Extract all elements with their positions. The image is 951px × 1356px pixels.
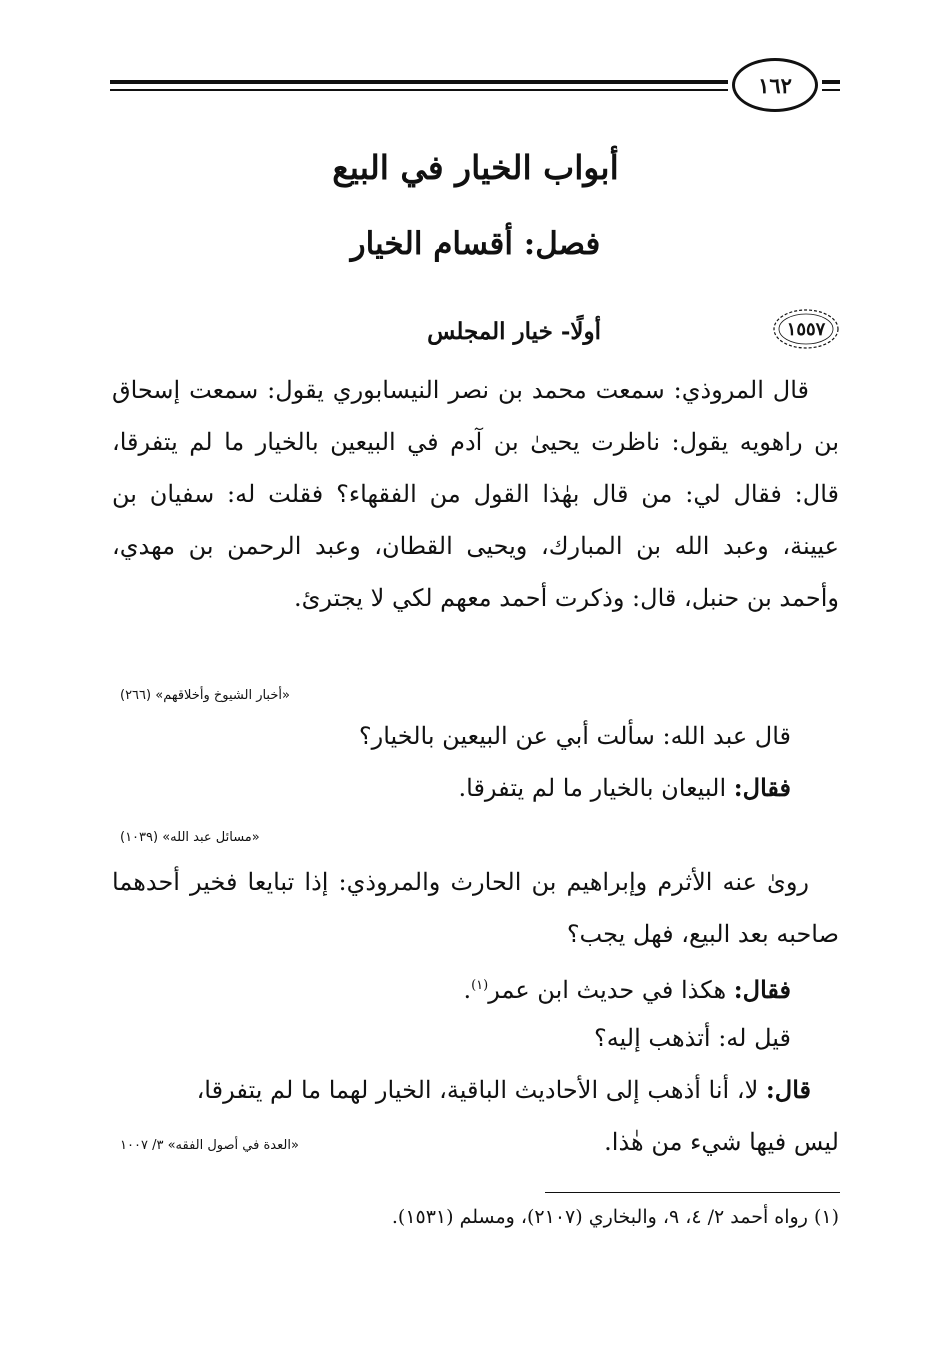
header-rule bbox=[110, 89, 728, 91]
speaker-label: فقال: bbox=[733, 975, 791, 1004]
chapter-title: أبواب الخيار في البيع bbox=[332, 148, 619, 187]
source-citation: «مسائل عبد الله» (١٠٣٩) bbox=[120, 830, 260, 845]
footnote-marker: (١) bbox=[813, 1206, 839, 1228]
answer-text: البيعان بالخيار ما لم يتفرقا. bbox=[458, 774, 734, 802]
paragraph-text: رویٰ عنه الأثرم وإبراهيم بن الحارث والمروذي: إذا تبايعا فخير أحدهما صاحبه بعد البيع، فهل يجب؟ bbox=[112, 868, 839, 948]
speaker-label: فقال: bbox=[733, 773, 791, 802]
paragraph-text: قيل له: أتذهب إليه؟ bbox=[593, 1024, 791, 1052]
footnote-divider bbox=[545, 1192, 840, 1193]
header-rule bbox=[822, 80, 840, 84]
footnote bbox=[392, 1206, 839, 1228]
paragraph-text: ليس فيها شيء من هٰذا. bbox=[604, 1128, 839, 1156]
source-citation: «العدة في أصول الفقه» ٣/ ١٠٠٧ bbox=[120, 1138, 299, 1153]
footnote-ref[interactable]: (١) bbox=[471, 978, 489, 993]
subsection-title: أولًا- خيار المجلس bbox=[427, 318, 601, 345]
paragraph-text: قال عبد الله: سألت أبي عن البيعين بالخيار؟ bbox=[358, 722, 791, 750]
punctuation: . bbox=[463, 976, 472, 1004]
header-rule bbox=[822, 89, 840, 91]
section-title: فصل: أقسام الخيار bbox=[350, 226, 601, 262]
answer-text: لا، أنا أذهب إلى الأحاديث الباقية، الخيار لهما ما لم يتفرقا، bbox=[196, 1076, 766, 1104]
footnote-text: رواه أحمد ٢/ ٤، ٩، والبخاري (٢١٠٧)، ومسلم (١٥٣١). bbox=[391, 1206, 808, 1228]
paragraph-text bbox=[197, 1064, 811, 1116]
page-header bbox=[110, 58, 840, 118]
paragraph-number: ١٥٥٧ bbox=[786, 318, 826, 340]
answer-text: هكذا في حديث ابن عمر bbox=[488, 976, 734, 1004]
paragraph-number-badge bbox=[772, 308, 840, 350]
header-rule bbox=[110, 80, 728, 84]
paragraph-text: قال المروذي: سمعت محمد بن نصر النيسابوري يقول: سمعت إسحاق بن راهويه يقول: ناظرت يحيىٰ بن آدم في البيعين بالخيار ما لم يتفرقا، قال: فقال لي: من قال بهٰذا القول من الفقهاء؟ فقلت له: سفيان بن عيينة، وعبد الله بن المبارك، ويحيى القطان، وعبد الرحمن بن مهدي، وأحمد بن حنبل، قال: وذكرت أحمد معهم لكي لا يجترئ. bbox=[112, 376, 839, 612]
paragraph-text bbox=[463, 960, 791, 1016]
page-number: ١٦٢ bbox=[732, 58, 818, 112]
speaker-label: قال: bbox=[765, 1075, 811, 1104]
paragraph-text bbox=[459, 762, 791, 814]
source-citation: «أخبار الشيوخ وأخلاقهم» (٢٦٦) bbox=[120, 688, 290, 703]
